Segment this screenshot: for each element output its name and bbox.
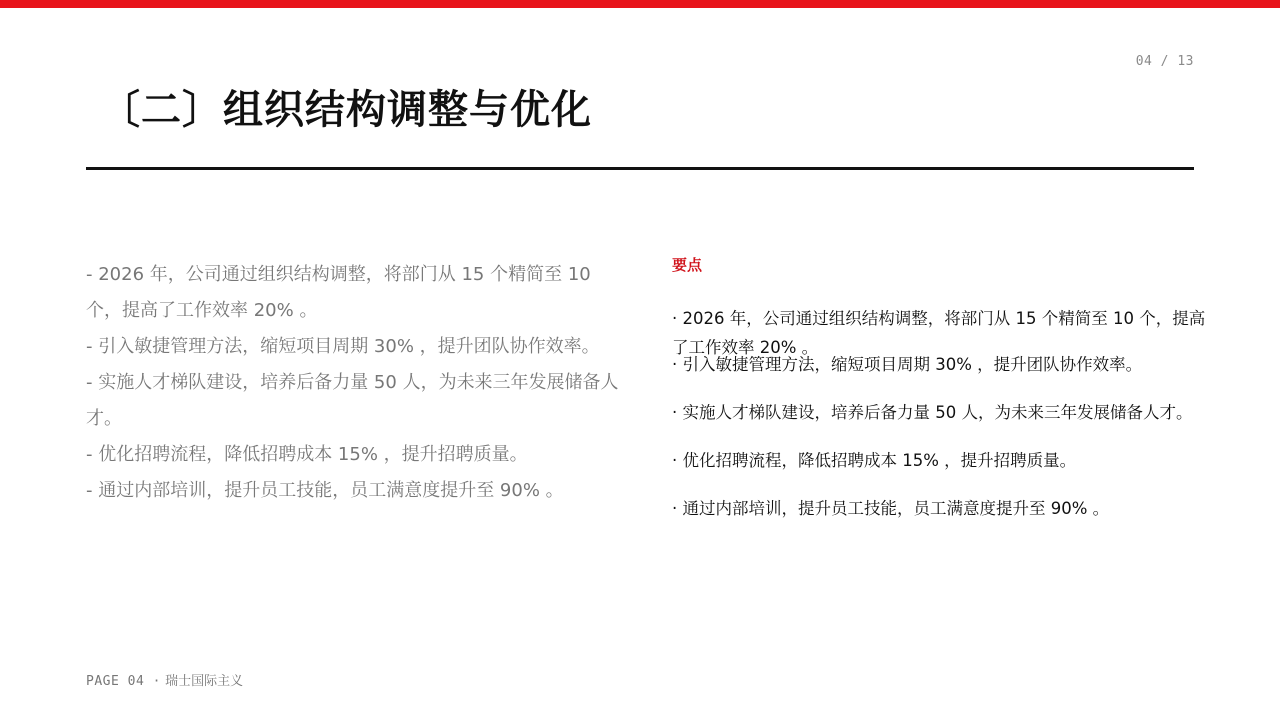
- left-item: - 优化招聘流程，降低招聘成本 15% ，提升招聘质量。: [86, 444, 528, 465]
- left-body-column: [86, 257, 621, 509]
- keypoint-item: · 引入敏捷管理方法，缩短项目周期 30% ，提升团队协作效率。: [672, 355, 1143, 374]
- footer-brand: 瑞士国际主义: [165, 674, 244, 689]
- page-counter: 04 / 13: [1135, 54, 1194, 69]
- left-item: - 引入敏捷管理方法，缩短项目周期 30% ，提升团队协作效率。: [86, 336, 600, 357]
- keypoint-item: · 优化招聘流程，降低招聘成本 15% ，提升招聘质量。: [672, 451, 1077, 470]
- keypoints-label: 要点: [672, 256, 703, 274]
- footer-page-label: PAGE 04 ·: [86, 674, 161, 689]
- keypoint-item: · 通过内部培训，提升员工技能，员工满意度提升至 90% 。: [672, 499, 1110, 518]
- footer: [86, 670, 243, 689]
- keypoint-item: · 2026 年，公司通过组织结构调整，将部门从 15 个精简至 10 个，提高了工作效率 20% 。: [672, 309, 1206, 357]
- keypoint-item: · 实施人才梯队建设，培养后备力量 50 人，为未来三年发展储备人才。: [672, 403, 1193, 422]
- keypoints-panel: [672, 254, 1212, 518]
- slide-title: 〔二〕组织结构调整与优化: [100, 87, 592, 133]
- title-divider: [86, 167, 1194, 170]
- left-item: - 2026 年，公司通过组织结构调整，将部门从 15 个精简至 10 个，提高了工作效率 20% 。: [86, 264, 591, 321]
- left-item: - 实施人才梯队建设，培养后备力量 50 人，为未来三年发展储备人才。: [86, 372, 619, 429]
- top-accent-bar: [0, 0, 1280, 8]
- left-item: - 通过内部培训，提升员工技能，员工满意度提升至 90% 。: [86, 480, 564, 501]
